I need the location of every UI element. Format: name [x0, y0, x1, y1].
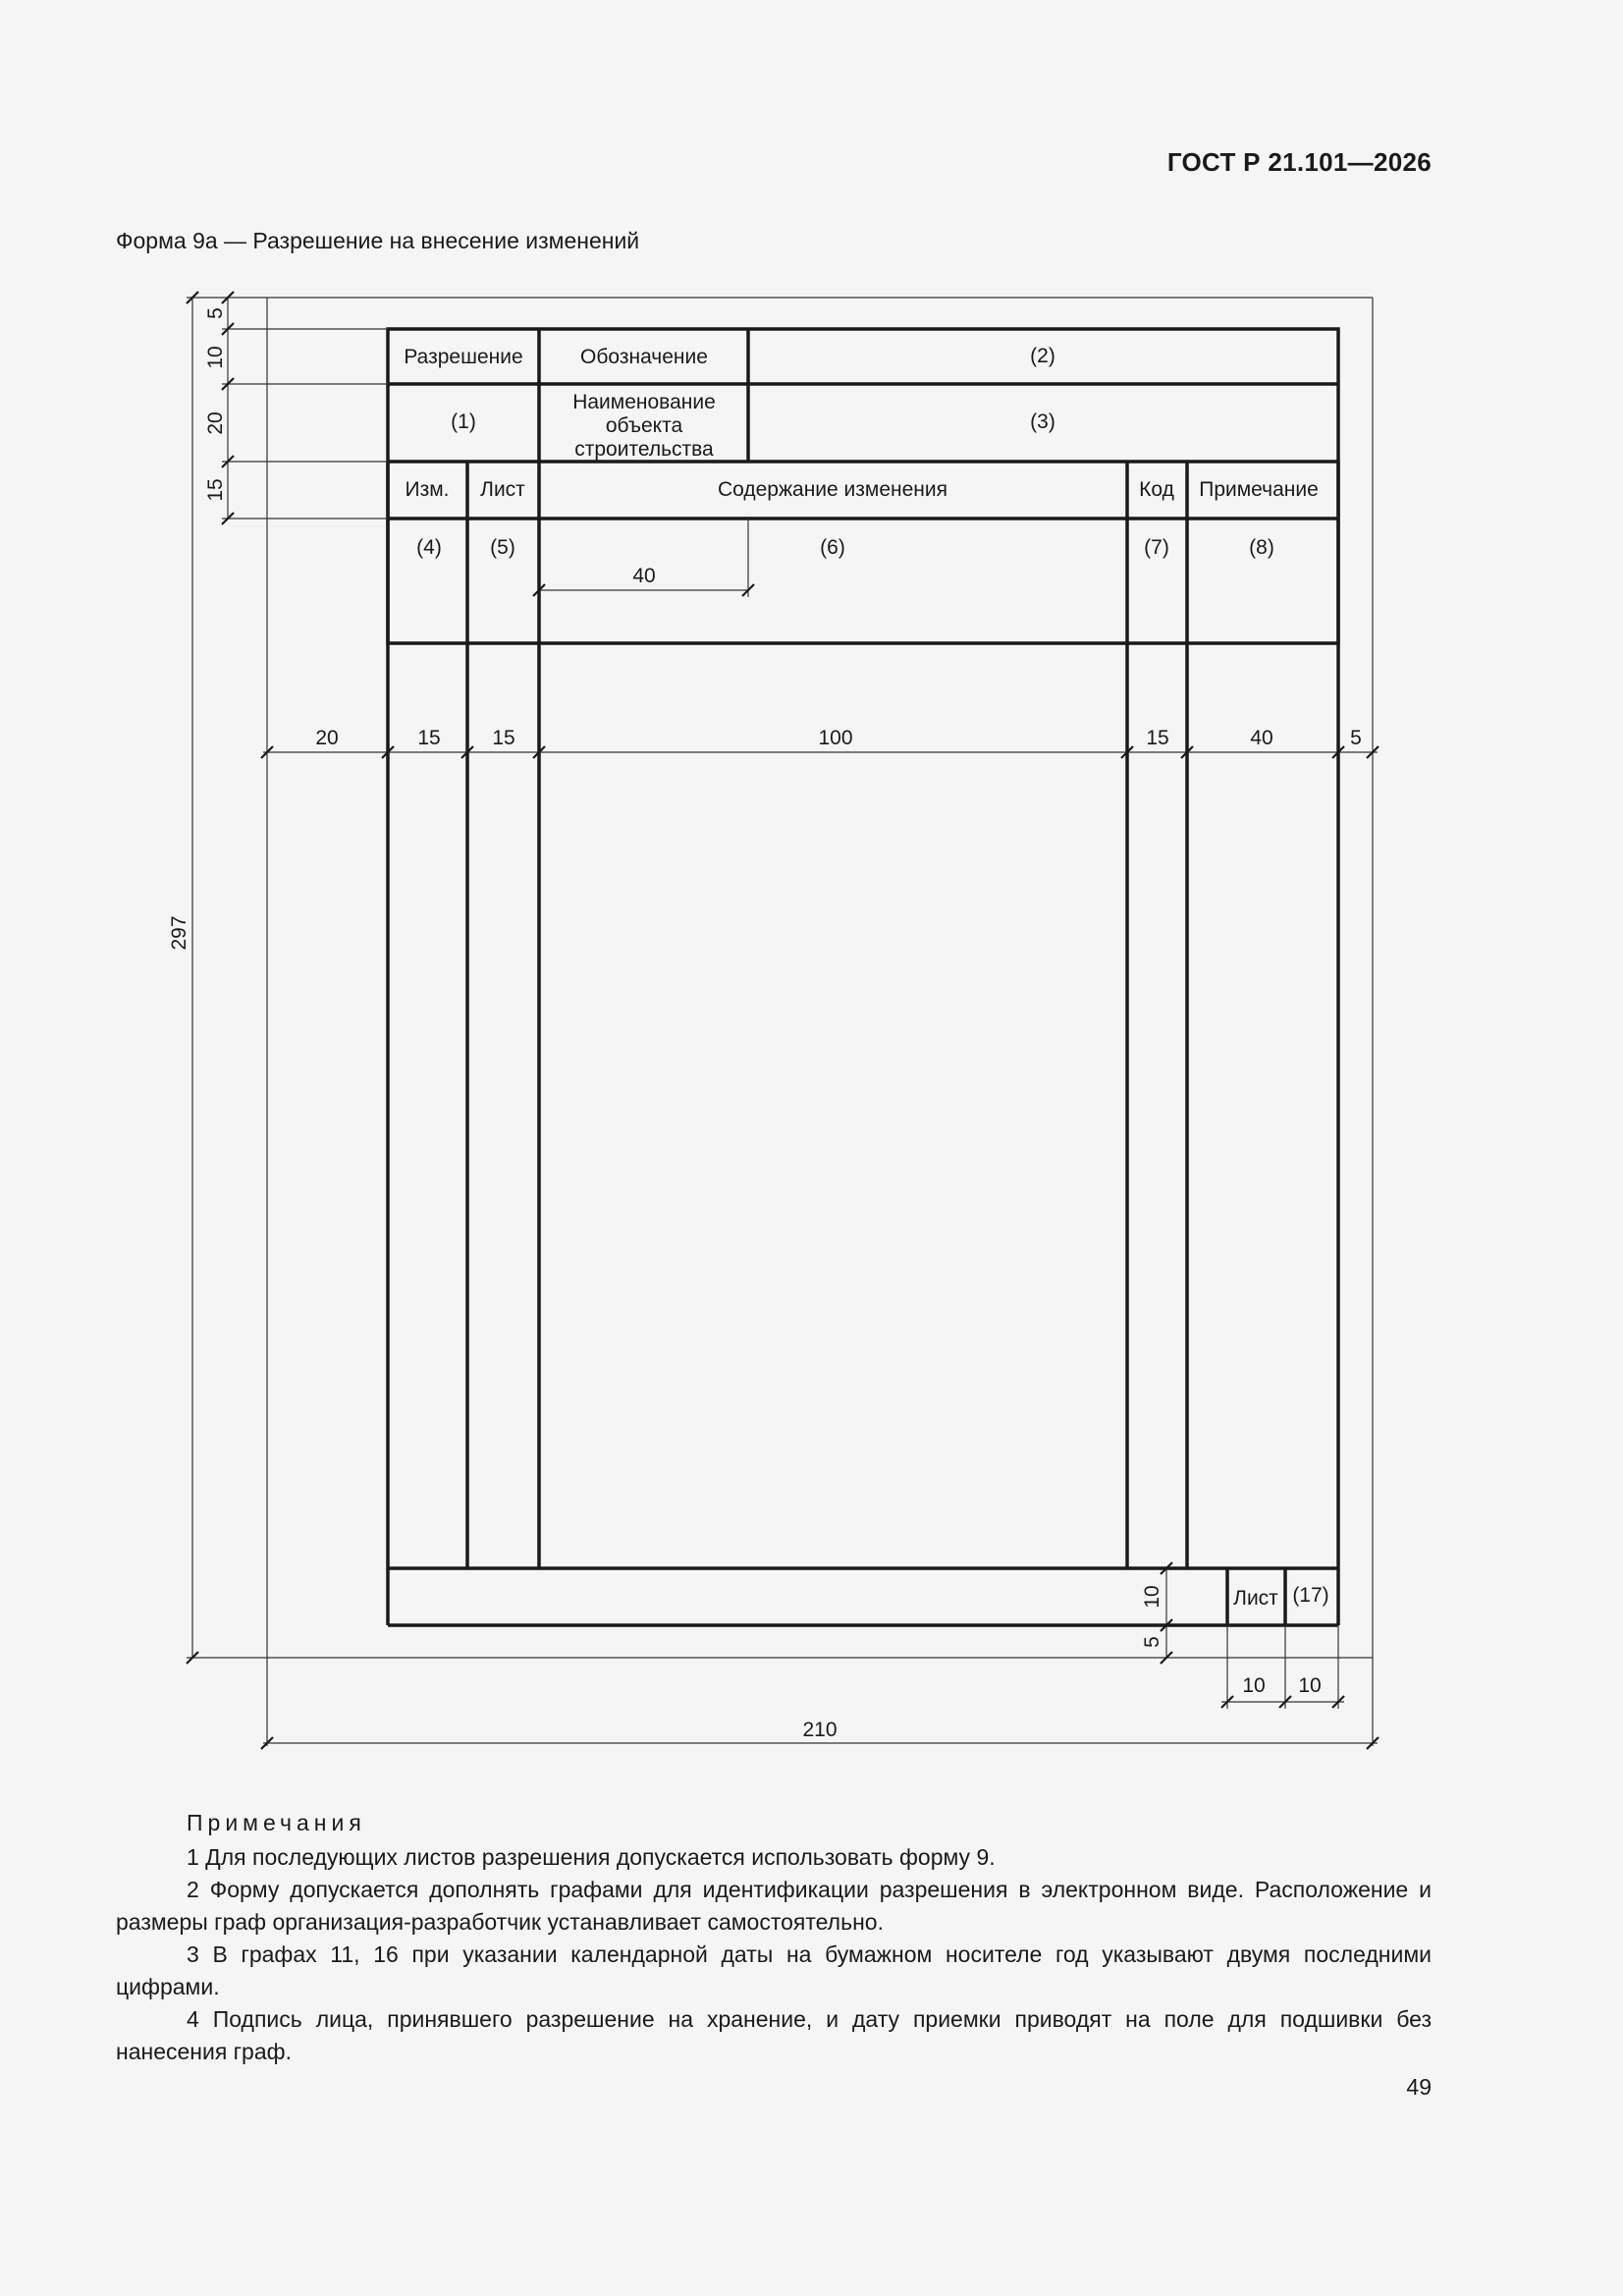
dim-col-15b: 15 [492, 727, 515, 749]
col-header-izm: Изм. [405, 478, 450, 501]
dim-row-10: 10 [204, 346, 227, 369]
dim-inner-40: 40 [632, 565, 656, 587]
note-item-3: 3 В графах 11, 16 при указании календарной даты на бумажном носителе год указывают двумя последними цифрами. [116, 1941, 1432, 1999]
page-number: 49 [1406, 2074, 1432, 2100]
field-1: (1) [451, 410, 476, 433]
field-6: (6) [820, 536, 845, 559]
cell-object-name-2: объекта [605, 414, 683, 437]
cell-object-name-1: Наименование [572, 391, 716, 413]
col-header-list: Лист [480, 478, 525, 501]
dim-footer-10a: 10 [1242, 1674, 1266, 1697]
col-header-content: Содержание изменения [717, 478, 948, 501]
col-header-note: Примечание [1199, 478, 1319, 501]
note-item-4: 4 Подпись лица, принявшего разрешение на хранение, и дату приемки приводят на поле для подшивки без нанесения граф. [116, 2006, 1432, 2064]
dim-row-20: 20 [204, 411, 227, 435]
field-4: (4) [416, 536, 442, 559]
dim-row-15: 15 [204, 478, 227, 502]
dim-total-width: 210 [802, 1719, 838, 1741]
field-8: (8) [1249, 536, 1274, 559]
col-header-code: Код [1139, 478, 1174, 501]
dim-col-100: 100 [818, 727, 853, 749]
cell-designation: Обозначение [580, 346, 708, 368]
document-code: ГОСТ Р 21.101—2026 [1166, 147, 1432, 177]
dim-col-15c: 15 [1146, 727, 1169, 749]
dim-total-height: 297 [168, 915, 190, 951]
dim-top-5: 5 [204, 307, 227, 319]
notes-section [116, 1807, 1432, 2068]
dim-right-5: 5 [1350, 727, 1362, 749]
note-item-1: 1 Для последующих листов разрешения допускается использовать форму 9. [187, 1844, 996, 1870]
notes-title: Примечания [187, 1810, 366, 1835]
field-5: (5) [490, 536, 515, 559]
dim-bottom-10: 10 [1141, 1585, 1163, 1609]
dim-bottom-5: 5 [1141, 1636, 1163, 1648]
dim-footer-10b: 10 [1298, 1674, 1322, 1697]
field-17: (17) [1292, 1584, 1329, 1607]
form-caption: Форма 9а — Разрешение на внесение изменений [116, 228, 640, 253]
cell-object-name-3: строительства [574, 438, 714, 461]
dim-col-15a: 15 [417, 727, 441, 749]
field-2: (2) [1030, 345, 1055, 367]
field-3: (3) [1030, 410, 1055, 433]
cell-permission: Разрешение [404, 346, 523, 368]
note-item-2: 2 Форму допускается дополнять графами для идентификации разрешения в электронном виде. Расположение и размеры граф организация-разработчик устанавливает самостоятельно. [116, 1877, 1432, 1935]
dim-col-40: 40 [1250, 727, 1273, 749]
field-7: (7) [1144, 536, 1169, 559]
footer-sheet-label: Лист [1233, 1587, 1278, 1610]
dim-left-20: 20 [315, 727, 339, 749]
